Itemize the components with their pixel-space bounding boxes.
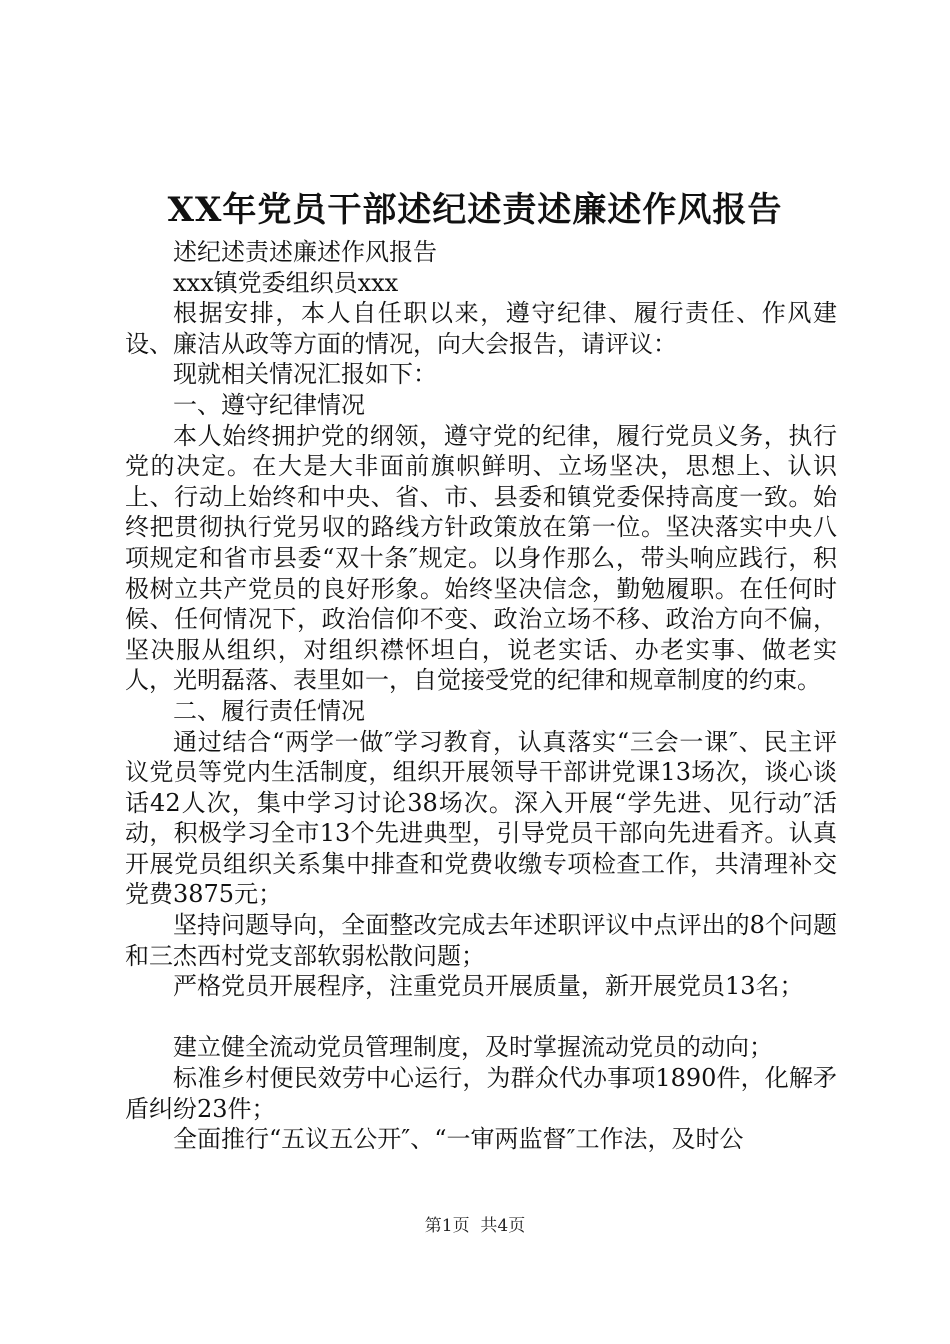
document-body: [125, 237, 837, 1155]
author-line: xxx镇党委组织员xxx: [173, 268, 399, 297]
paragraph-responsibility-3: 严格党员开展程序，注重党员开展质量，新开展党员13名；: [173, 972, 804, 1001]
page-footer: [0, 1214, 950, 1238]
blank-line: [125, 1002, 837, 1033]
paragraph-discipline: 本人始终拥护党的纲领，遵守党的纪律，履行党员义务，执行党的决定。在大是大非面前旗帜鲜明、立场坚决，思想上、认识上、行动上始终和中央、省、市、县委和镇党委保持高度一致。始终把贯彻执行党另収的路线方针政策放在第一位。坚决落实中央八项规定和省市县委“双十条″规定。以身作那么，带头响应践行，积极树立共产党员的良好形象。始终坚决信念，勤勉履职。在任何时候、任何情况下，政治信仰不变、政治立场不移、政治方向不偏，坚决服从组织，对组织襟怀坦白，说老实话、办老实事、做老实人，光明磊落、表里如一，自觉接受党的纪律和规章制度的约束。: [125, 421, 837, 695]
paragraph-responsibility-4: 建立健全流动党员管理制度，及时掌握流动党员的动向；: [173, 1033, 773, 1062]
page-number: 第1页: [424, 1216, 470, 1236]
section-heading-responsibility: 二、履行责任情况: [173, 696, 365, 725]
paragraph-responsibility-5: 标准乡村便民效劳中心运行，为群众代办事项1890件，化解矛盾纠纷23件；: [125, 1064, 837, 1123]
document-title: XX年党员干部述纪述责述廉述作风报告: [167, 190, 783, 230]
paragraph-responsibility-6: 全面推行“五议五公开″、“一审两监督″工作法，及时公: [173, 1125, 744, 1154]
subtitle: 述纪述责述廉述作风报告: [173, 238, 437, 266]
paragraph-intro: 根据安排，本人自任职以来，遵守纪律、履行责任、作风建设、廉洁从政等方面的情况，向大会报告，请评议：: [125, 299, 837, 358]
page-total: 共4页: [480, 1216, 526, 1236]
paragraph-responsibility-1: 通过结合“两学一做″学习教育，认真落实“三会一课″、民主评议党员等党内生活制度，组织开展领导干部讲党课13场次，谈心谈话42人次，集中学习讨论38场次。深入开展“学先进、见行动″活动，积极学习全市13个先进典型，引导党员干部向先进看齐。认真开展党员组织关系集中排查和党费收缴专项检查工作，共清理补交党费3875元；: [125, 727, 837, 909]
paragraph-responsibility-2: 坚持问题导向，全面整改完成去年述职评议中点评出的8个问题和三杰西村党支部软弱松散问题；: [125, 911, 837, 970]
paragraph-report-lead: 现就相关情况汇报如下：: [173, 360, 437, 389]
section-heading-discipline: 一、遵守纪律情况: [173, 390, 365, 419]
